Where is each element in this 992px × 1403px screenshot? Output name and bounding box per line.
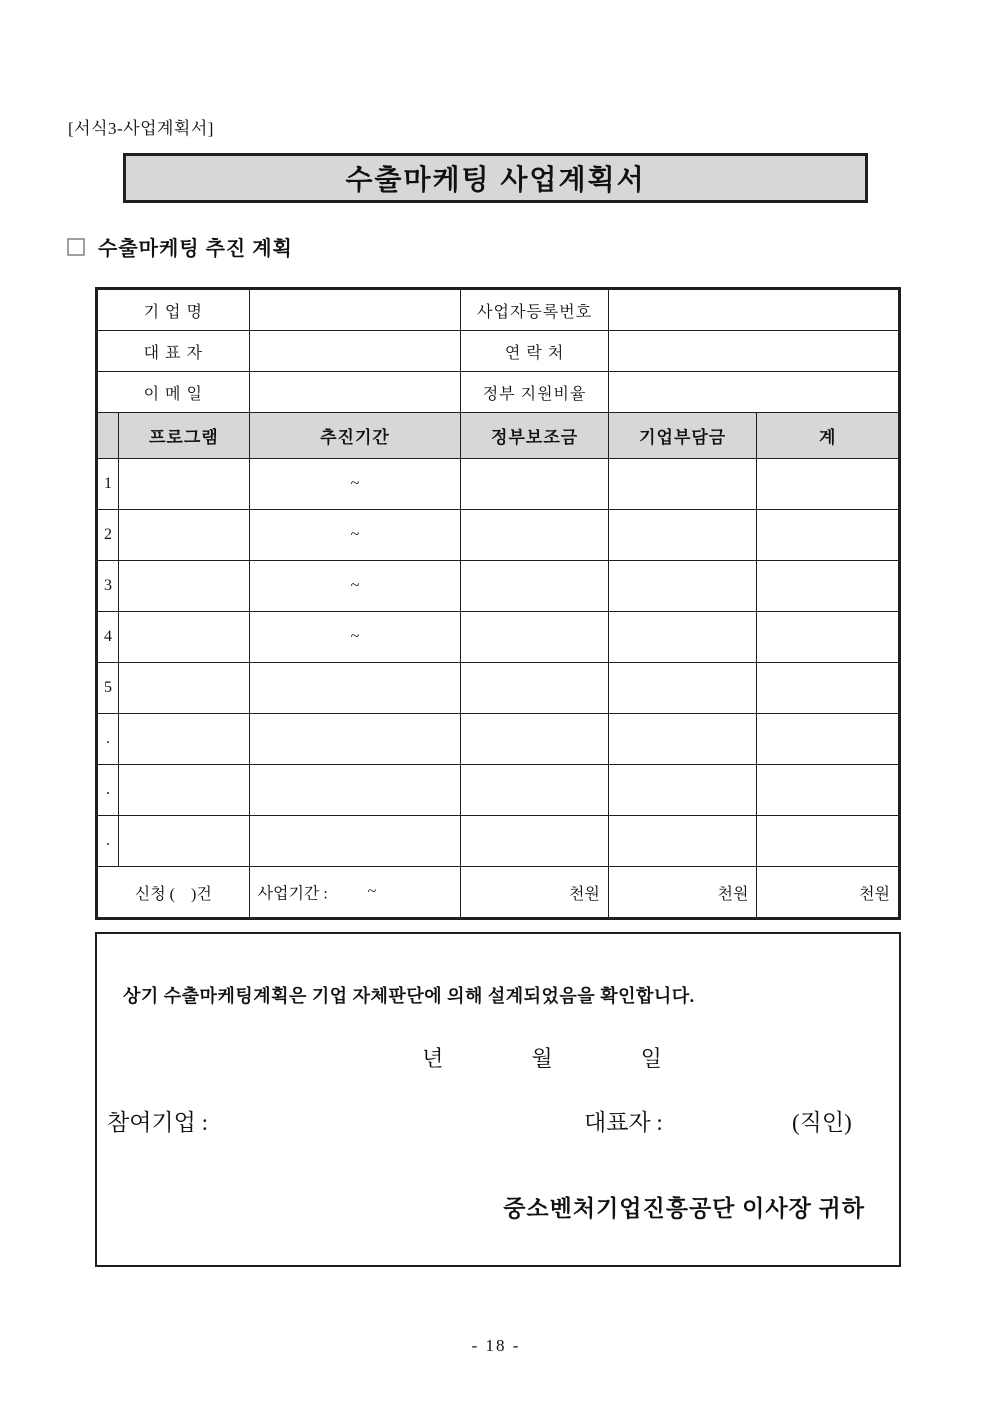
company-share-cell xyxy=(608,561,757,612)
program-cell xyxy=(119,816,249,867)
company-share-cell xyxy=(608,459,757,510)
subsidy-unit-cell: 천원 xyxy=(461,867,609,919)
info-row-ceo xyxy=(97,331,900,372)
gov-support-ratio-label: 정부 지원비율 xyxy=(461,372,609,413)
subsidy-cell xyxy=(461,459,609,510)
row-number-cell: 1 xyxy=(97,459,119,510)
program-cell xyxy=(119,765,249,816)
business-period-cell xyxy=(249,867,461,919)
period-cell: ~ xyxy=(249,459,461,510)
period-cell xyxy=(249,663,461,714)
program-cell xyxy=(119,612,249,663)
total-cell xyxy=(757,459,900,510)
program-cell xyxy=(119,663,249,714)
subsidy-cell xyxy=(461,714,609,765)
company-share-cell xyxy=(608,714,757,765)
title-box xyxy=(123,153,868,203)
subsidy-cell xyxy=(461,816,609,867)
subsidy-cell xyxy=(461,561,609,612)
ceo-field xyxy=(249,331,461,372)
header-period: 추진기간 xyxy=(249,413,461,459)
section-title: 수출마케팅 추진 계획 xyxy=(98,238,293,260)
period-cell: ~ xyxy=(249,612,461,663)
row-number-cell: . xyxy=(97,765,119,816)
company-name-label: 기 업 명 xyxy=(97,289,250,331)
business-reg-number-field xyxy=(608,289,899,331)
seal-label: (직인) xyxy=(792,1110,852,1135)
period-cell xyxy=(249,816,461,867)
page-title: 수출마케팅 사업계획서 xyxy=(345,164,646,195)
company-name-field xyxy=(249,289,461,331)
table-row xyxy=(97,561,900,612)
period-cell: ~ xyxy=(249,510,461,561)
date-month-label: 월 xyxy=(531,1046,553,1071)
row-number-cell: 2 xyxy=(97,510,119,561)
total-cell xyxy=(757,561,900,612)
ceo-signature-label: 대표자 : xyxy=(584,1110,663,1135)
date-day-label: 일 xyxy=(640,1046,662,1071)
checkbox-icon xyxy=(67,238,85,256)
program-cell xyxy=(119,510,249,561)
business-reg-number-label: 사업자등록번호 xyxy=(461,289,609,331)
header-program: 프로그램 xyxy=(119,413,249,459)
company-share-unit-cell: 천원 xyxy=(608,867,757,919)
row-number-cell: 4 xyxy=(97,612,119,663)
header-total: 계 xyxy=(757,413,900,459)
section-header xyxy=(67,232,293,261)
table-row xyxy=(97,663,900,714)
table-header-row xyxy=(97,413,900,459)
total-cell xyxy=(757,663,900,714)
info-row-company xyxy=(97,289,900,331)
row-number-cell: . xyxy=(97,816,119,867)
signature-line xyxy=(97,1104,899,1136)
subsidy-cell xyxy=(461,663,609,714)
summary-row xyxy=(97,867,900,919)
total-cell xyxy=(757,714,900,765)
row-number-cell: 3 xyxy=(97,561,119,612)
company-share-cell xyxy=(608,612,757,663)
period-tilde: ~ xyxy=(367,883,377,900)
form-label: [서식3-사업계획서] xyxy=(68,119,214,138)
row-number-cell: . xyxy=(97,714,119,765)
table-row xyxy=(97,612,900,663)
header-no xyxy=(97,413,119,459)
program-cell xyxy=(119,459,249,510)
table-row xyxy=(97,714,900,765)
table-row xyxy=(97,459,900,510)
business-period-label: 사업기간 : xyxy=(257,885,328,903)
company-share-cell xyxy=(608,510,757,561)
contact-field xyxy=(608,331,899,372)
period-cell: ~ xyxy=(249,561,461,612)
date-line xyxy=(97,1042,899,1073)
declaration-box xyxy=(95,932,901,1267)
total-cell xyxy=(757,816,900,867)
gov-support-ratio-field xyxy=(608,372,899,413)
company-share-cell xyxy=(608,816,757,867)
header-subsidy: 정부보조금 xyxy=(461,413,609,459)
contact-label: 연 락 처 xyxy=(461,331,609,372)
period-cell xyxy=(249,714,461,765)
total-cell xyxy=(757,765,900,816)
email-label: 이 메 일 xyxy=(97,372,250,413)
info-row-email xyxy=(97,372,900,413)
row-number-cell: 5 xyxy=(97,663,119,714)
marketing-plan-table xyxy=(95,287,901,920)
total-unit-cell: 천원 xyxy=(757,867,900,919)
table-row xyxy=(97,510,900,561)
total-cell xyxy=(757,612,900,663)
subsidy-cell xyxy=(461,510,609,561)
page-number: - 18 - xyxy=(471,1336,521,1355)
table-row xyxy=(97,816,900,867)
ceo-label: 대 표 자 xyxy=(97,331,250,372)
declaration-statement: 상기 수출마케팅계획은 기업 자체판단에 의해 설계되었음을 확인합니다. xyxy=(123,986,695,1006)
email-field xyxy=(249,372,461,413)
application-count-cell: 신청 ( )건 xyxy=(97,867,250,919)
participant-company-label: 참여기업 : xyxy=(107,1110,209,1135)
subsidy-cell xyxy=(461,765,609,816)
subsidy-cell xyxy=(461,612,609,663)
table-row xyxy=(97,765,900,816)
company-share-cell xyxy=(608,663,757,714)
date-year-label: 년 xyxy=(422,1046,444,1071)
header-company-share: 기업부담금 xyxy=(608,413,757,459)
total-cell xyxy=(757,510,900,561)
period-cell xyxy=(249,765,461,816)
program-cell xyxy=(119,561,249,612)
recipient-line: 중소벤처기업진흥공단 이사장 귀하 xyxy=(503,1196,865,1221)
company-share-cell xyxy=(608,765,757,816)
program-cell xyxy=(119,714,249,765)
